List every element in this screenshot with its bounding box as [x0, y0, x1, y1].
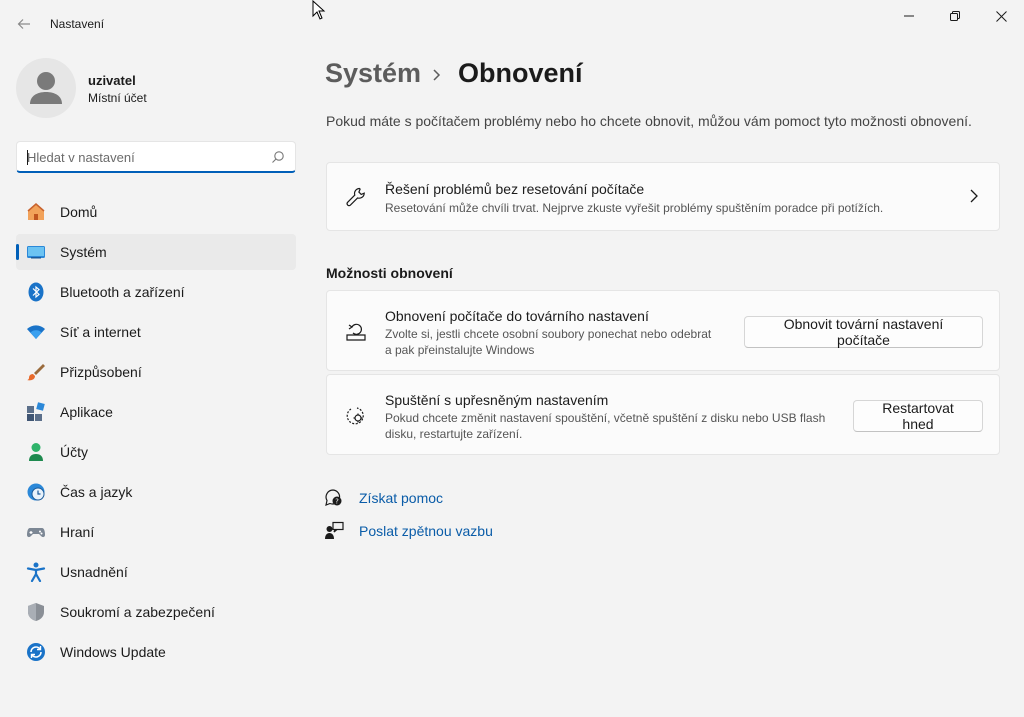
sidebar-item-network[interactable]: [16, 314, 296, 350]
back-arrow-icon: [17, 17, 31, 31]
avatar[interactable]: [16, 58, 76, 118]
brush-icon: [26, 362, 46, 382]
sidebar-item-accessibility[interactable]: [16, 554, 296, 590]
troubleshoot-description: Resetování může chvíli trvat. Nejprve zkuste vyřešit problémy spuštěním poradce při potížích.: [385, 201, 884, 215]
person-icon: [26, 442, 46, 462]
sidebar-item-time-language[interactable]: [16, 474, 296, 510]
sidebar-item-label: Aplikace: [60, 404, 113, 420]
sidebar-item-system[interactable]: [16, 234, 296, 270]
sidebar-item-home[interactable]: [16, 194, 296, 230]
accessibility-icon: [26, 562, 46, 582]
sidebar-item-privacy[interactable]: [16, 594, 296, 630]
breadcrumb-parent[interactable]: Systém: [325, 58, 422, 88]
user-avatar-icon: [16, 58, 76, 118]
search-icon[interactable]: [271, 150, 285, 164]
globe-clock-icon: [26, 482, 46, 502]
bluetooth-icon: [26, 282, 46, 302]
sidebar-item-label: Windows Update: [60, 644, 166, 660]
get-help-row: [324, 488, 443, 508]
profile-name: uzivatel: [88, 73, 136, 88]
title-bar: [0, 0, 1024, 48]
section-heading: Možnosti obnovení: [326, 265, 453, 281]
sidebar-item-label: Čas a jazyk: [60, 484, 133, 500]
mouse-cursor-icon: [312, 0, 326, 20]
search-input[interactable]: [27, 148, 257, 166]
chevron-right-icon: [430, 66, 444, 84]
update-icon: [26, 642, 46, 662]
sidebar-item-label: Hraní: [60, 524, 95, 540]
sidebar-item-label: Účty: [60, 444, 88, 460]
reset-pc-card: [326, 290, 1000, 371]
reset-pc-title: Obnovení počítače do továrního nastavení: [385, 308, 649, 324]
sidebar-item-accounts[interactable]: [16, 434, 296, 470]
reset-pc-description-line2: a pak přeinstalujte Windows: [385, 343, 535, 357]
wrench-icon: [345, 186, 367, 208]
sidebar-item-bluetooth[interactable]: [16, 274, 296, 310]
sidebar-item-label: Bluetooth a zařízení: [60, 284, 185, 300]
advanced-startup-card: [326, 374, 1000, 455]
sidebar-item-label: Přizpůsobení: [60, 364, 142, 380]
minimize-icon: [904, 11, 914, 21]
apps-icon: [26, 402, 46, 422]
get-help-link[interactable]: Získat pomoc: [359, 490, 444, 506]
system-icon: [26, 242, 46, 262]
sidebar-item-label: Systém: [60, 244, 107, 260]
chevron-right-icon: [969, 189, 979, 203]
wifi-icon: [26, 322, 46, 342]
sidebar-item-label: Usnadnění: [60, 564, 128, 580]
text-caret: [27, 150, 28, 165]
sidebar-item-label: Soukromí a zabezpečení: [60, 604, 215, 620]
app-title: Nastavení: [50, 17, 105, 31]
sidebar-item-label: Síť a internet: [60, 324, 141, 340]
close-icon: [996, 11, 1007, 22]
home-icon: [26, 202, 46, 222]
page-title: Obnovení: [458, 58, 583, 88]
back-button[interactable]: [12, 12, 36, 36]
feedback-icon: [324, 521, 344, 541]
advanced-startup-title: Spuštění s upřesněným nastavením: [385, 392, 609, 408]
sidebar-item-label: Domů: [60, 204, 98, 220]
svg-text:?: ?: [335, 497, 339, 506]
sidebar-item-personalization[interactable]: [16, 354, 296, 390]
feedback-row: [324, 521, 493, 541]
sidebar-nav: [16, 194, 296, 674]
restore-button[interactable]: [932, 0, 978, 32]
advanced-startup-description-line1: Pokud chcete změnit nastavení spouštění, včetně spuštění z disku nebo USB flash: [385, 411, 826, 425]
advanced-startup-icon: [345, 405, 367, 427]
reset-pc-button[interactable]: Obnovit tovární nastavení počítače: [744, 316, 983, 348]
close-button[interactable]: [978, 0, 1024, 32]
gamepad-icon: [26, 522, 46, 542]
minimize-button[interactable]: [886, 0, 932, 32]
profile-account-type: Místní účet: [88, 91, 147, 105]
help-chat-icon: [324, 488, 344, 508]
reset-pc-icon: [345, 321, 367, 343]
intro-text: Pokud máte s počítačem problémy nebo ho chcete obnovit, můžou vám pomoct tyto možnosti obnovení.: [326, 113, 972, 129]
restart-now-button[interactable]: Restartovat hned: [853, 400, 983, 432]
advanced-startup-description-line2: disku, restartujte zařízení.: [385, 427, 523, 441]
sidebar-item-windows-update[interactable]: [16, 634, 296, 670]
search-box[interactable]: [16, 141, 296, 173]
reset-pc-description-line1: Zvolte si, jestli chcete osobní soubory ponechat nebo odebrat: [385, 327, 712, 341]
sidebar-item-apps[interactable]: [16, 394, 296, 430]
shield-icon: [26, 602, 46, 622]
troubleshoot-card[interactable]: [326, 162, 1000, 231]
restore-icon: [950, 11, 960, 21]
troubleshoot-title: Řešení problémů bez resetování počítače: [385, 181, 645, 197]
feedback-link[interactable]: Poslat zpětnou vazbu: [359, 523, 493, 539]
sidebar-item-gaming[interactable]: [16, 514, 296, 550]
